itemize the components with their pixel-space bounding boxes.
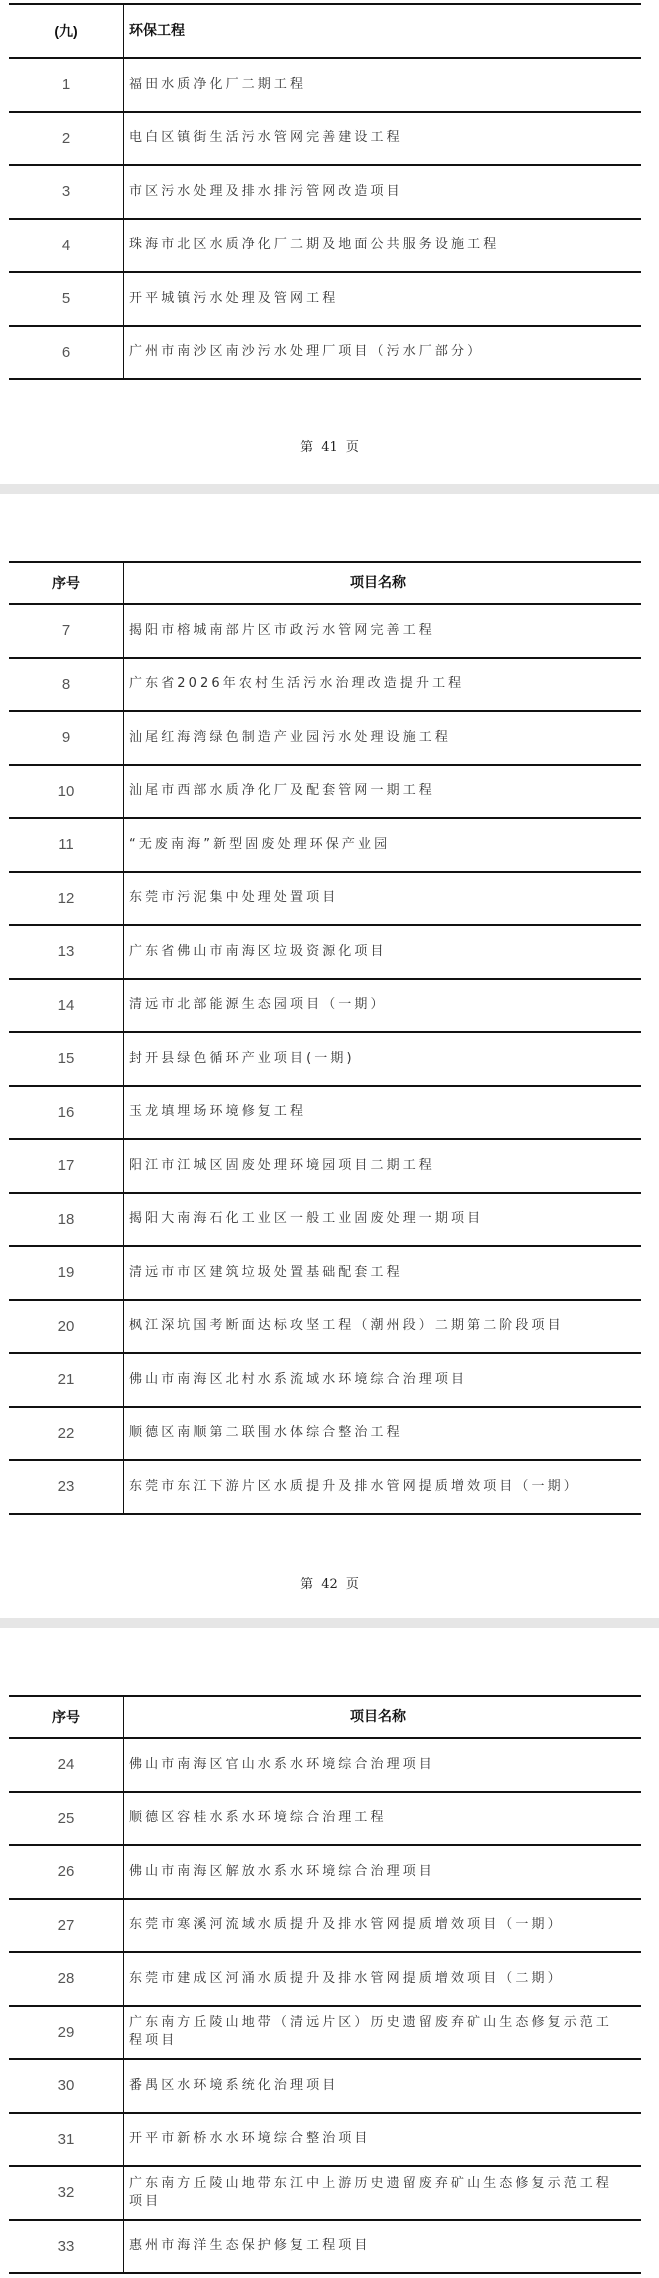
project-name: 东莞市东江下游片区水质提升及排水管网提质增效项目（一期） xyxy=(129,1478,580,1494)
project-name: 清远市市区建筑垃圾处置基础配套工程 xyxy=(129,1264,403,1280)
table-header-row xyxy=(9,5,641,59)
table-header-row xyxy=(9,563,641,605)
row-number: 5 xyxy=(9,273,124,325)
document-page-42 xyxy=(0,494,659,1618)
project-name: “无废南海”新型固废处理环保产业园 xyxy=(129,836,391,852)
header-cell-number: 序号 xyxy=(9,1697,124,1737)
project-name: 珠海市北区水质净化厂二期及地面公共服务设施工程 xyxy=(129,237,500,253)
table-row xyxy=(9,1900,641,1954)
table-row xyxy=(9,2060,641,2114)
header-cell-number: (九) xyxy=(9,5,124,57)
row-number: 30 xyxy=(9,2060,124,2112)
row-number: 12 xyxy=(9,873,124,925)
table-row xyxy=(9,980,641,1034)
project-name: 汕尾市西部水质净化厂及配套管网一期工程 xyxy=(129,783,435,799)
row-number: 31 xyxy=(9,2114,124,2166)
table-row xyxy=(9,1846,641,1900)
table-row xyxy=(9,2221,641,2275)
table-row xyxy=(9,926,641,980)
page-number: 第 42 页 xyxy=(300,1577,359,1592)
table-row xyxy=(9,1739,641,1793)
row-number: 25 xyxy=(9,1793,124,1845)
table-row xyxy=(9,273,641,327)
header-cell-name: 项目名称 xyxy=(350,1709,406,1725)
project-name: 开平市新桥水水环境综合整治项目 xyxy=(129,2131,371,2147)
table-row xyxy=(9,1087,641,1141)
project-name: 广州市南沙区南沙污水处理厂项目（污水厂部分） xyxy=(129,344,484,360)
row-number: 18 xyxy=(9,1194,124,1246)
project-name: 广东南方丘陵山地带东江中上游历史遗留废弃矿山生态修复示范工程项目 xyxy=(129,2175,613,2209)
row-number: 23 xyxy=(9,1461,124,1513)
project-name: 揭阳大南海石化工业区一般工业固废处理一期项目 xyxy=(129,1211,484,1227)
table-row xyxy=(9,1140,641,1194)
table-row xyxy=(9,873,641,927)
table-row xyxy=(9,1033,641,1087)
project-name: 清远市北部能源生态园项目（一期） xyxy=(129,997,387,1013)
table-row xyxy=(9,1408,641,1462)
row-number: 15 xyxy=(9,1033,124,1085)
project-table xyxy=(9,1695,641,2274)
row-number: 9 xyxy=(9,712,124,764)
page-separator xyxy=(0,484,659,494)
project-name: 顺德区容桂水系水环境综合治理工程 xyxy=(129,1810,387,1826)
project-name: 电白区镇街生活污水管网完善建设工程 xyxy=(129,130,403,146)
row-number: 6 xyxy=(9,327,124,379)
table-row xyxy=(9,1194,641,1248)
project-name: 封开县绿色循环产业项目(一期) xyxy=(129,1050,355,1066)
project-name: 市区污水处理及排水排污管网改造项目 xyxy=(129,183,403,199)
row-number: 32 xyxy=(9,2167,124,2219)
project-name: 广东省2026年农村生活污水治理改造提升工程 xyxy=(129,676,465,692)
document-page-41 xyxy=(0,0,659,484)
row-number: 27 xyxy=(9,1900,124,1952)
row-number: 4 xyxy=(9,220,124,272)
row-number: 13 xyxy=(9,926,124,978)
table-row xyxy=(9,2114,641,2168)
table-row xyxy=(9,1461,641,1515)
row-number: 16 xyxy=(9,1087,124,1139)
table-row xyxy=(9,113,641,167)
table-row xyxy=(9,766,641,820)
project-name: 佛山市南海区解放水系水环境综合治理项目 xyxy=(129,1863,435,1879)
project-name: 佛山市南海区官山水系水环境综合治理项目 xyxy=(129,1756,435,1772)
table-row xyxy=(9,2167,641,2221)
page-separator xyxy=(0,1618,659,1628)
project-name: 玉龙填埋场环境修复工程 xyxy=(129,1104,307,1120)
page-number: 第 41 页 xyxy=(300,440,359,455)
row-number: 22 xyxy=(9,1408,124,1460)
row-number: 21 xyxy=(9,1354,124,1406)
row-number: 26 xyxy=(9,1846,124,1898)
table-row xyxy=(9,166,641,220)
project-table xyxy=(9,561,641,1515)
table-row xyxy=(9,659,641,713)
row-number: 14 xyxy=(9,980,124,1032)
project-name: 揭阳市榕城南部片区市政污水管网完善工程 xyxy=(129,622,435,638)
table-row xyxy=(9,1793,641,1847)
project-name: 阳江市江城区固废处理环境园项目二期工程 xyxy=(129,1157,435,1173)
row-number: 11 xyxy=(9,819,124,871)
row-number: 8 xyxy=(9,659,124,711)
project-name: 广东省佛山市南海区垃圾资源化项目 xyxy=(129,943,387,959)
project-name: 东莞市污泥集中处理处置项目 xyxy=(129,890,339,906)
table-row xyxy=(9,819,641,873)
table-row xyxy=(9,220,641,274)
header-cell-name: 项目名称 xyxy=(350,575,406,591)
project-name: 东莞市寒溪河流域水质提升及排水管网提质增效项目（一期） xyxy=(129,1917,564,1933)
project-name: 汕尾红海湾绿色制造产业园污水处理设施工程 xyxy=(129,729,452,745)
table-row xyxy=(9,2007,641,2061)
row-number: 2 xyxy=(9,113,124,165)
project-name: 开平城镇污水处理及管网工程 xyxy=(129,290,339,306)
row-number: 20 xyxy=(9,1301,124,1353)
row-number: 29 xyxy=(9,2007,124,2059)
project-table xyxy=(9,3,641,380)
row-number: 19 xyxy=(9,1247,124,1299)
project-name: 枫江深坑国考断面达标攻坚工程（潮州段）二期第二阶段项目 xyxy=(129,1318,564,1334)
header-cell-name: 环保工程 xyxy=(129,23,185,39)
table-row xyxy=(9,1247,641,1301)
row-number: 28 xyxy=(9,1953,124,2005)
project-name: 佛山市南海区北村水系流域水环境综合治理项目 xyxy=(129,1371,468,1387)
table-row xyxy=(9,605,641,659)
table-row xyxy=(9,712,641,766)
row-number: 10 xyxy=(9,766,124,818)
project-name: 顺德区南顺第二联围水体综合整治工程 xyxy=(129,1425,403,1441)
document-page-43 xyxy=(0,1628,659,2278)
table-row xyxy=(9,59,641,113)
row-number: 33 xyxy=(9,2221,124,2273)
table-row xyxy=(9,327,641,381)
row-number: 1 xyxy=(9,59,124,111)
table-row xyxy=(9,1953,641,2007)
row-number: 7 xyxy=(9,605,124,657)
project-name: 惠州市海洋生态保护修复工程项目 xyxy=(129,2238,371,2254)
project-name: 广东南方丘陵山地带（清远片区）历史遗留废弃矿山生态修复示范工程项目 xyxy=(129,2015,613,2049)
project-name: 福田水质净化厂二期工程 xyxy=(129,76,307,92)
header-cell-number: 序号 xyxy=(9,563,124,603)
row-number: 3 xyxy=(9,166,124,218)
row-number: 24 xyxy=(9,1739,124,1791)
table-row xyxy=(9,1354,641,1408)
table-row xyxy=(9,1301,641,1355)
project-name: 番禺区水环境系统化治理项目 xyxy=(129,2077,339,2093)
project-name: 东莞市建成区河涌水质提升及排水管网提质增效项目（二期） xyxy=(129,1970,564,1986)
table-header-row xyxy=(9,1697,641,1739)
row-number: 17 xyxy=(9,1140,124,1192)
